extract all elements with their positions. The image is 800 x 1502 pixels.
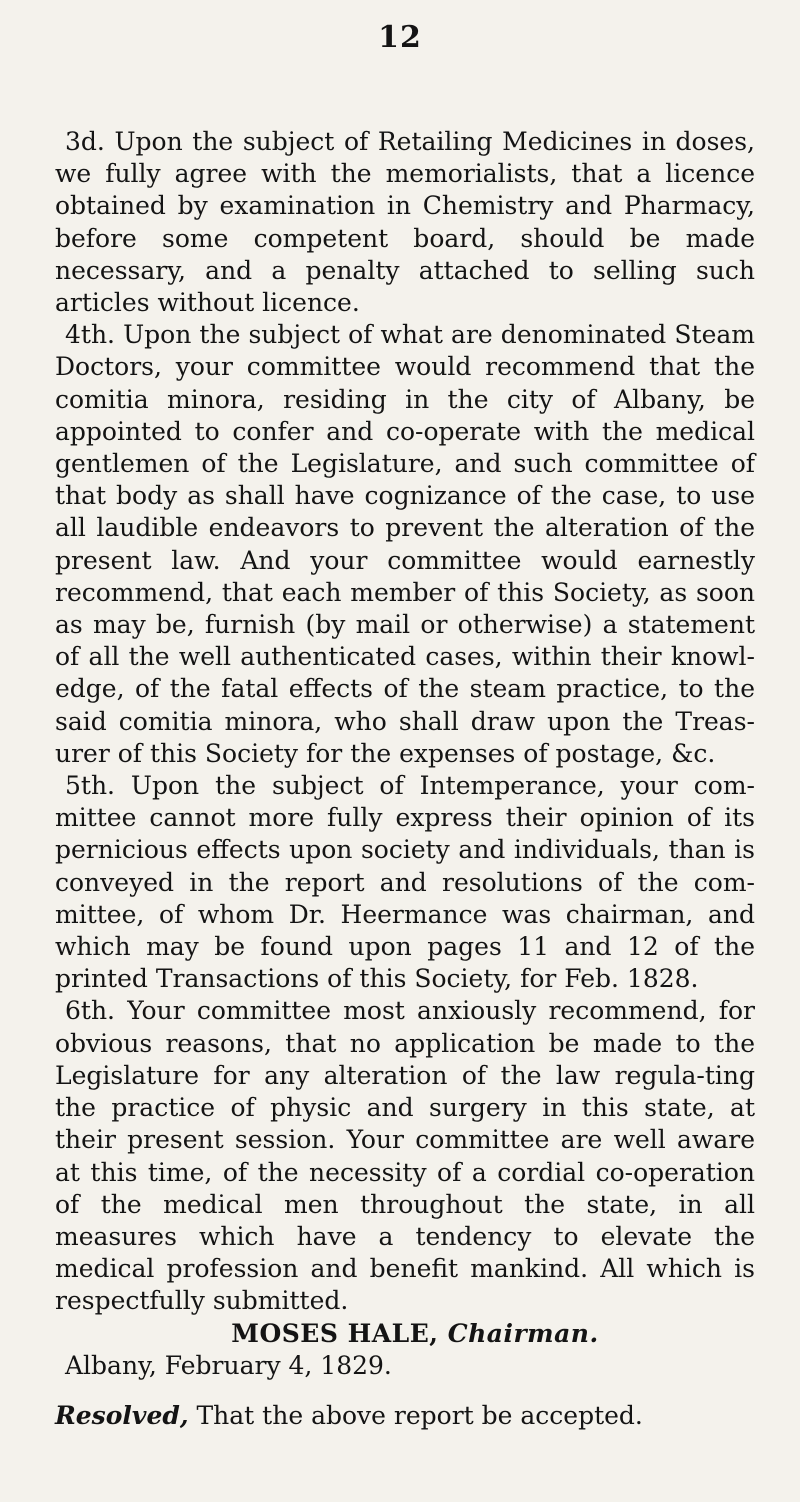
dateline: Albany, February 4, 1829.	[65, 1350, 392, 1380]
signature-line	[55, 1318, 755, 1350]
paragraph-third-retailing-medicines: 3d. Upon the subject of Retailing Medicines in doses, we fully agree with the memorialists, that a licence obtained by examination in Chemistry and Pharmacy, before some competent board, should be made necessary, and a penalty attached to selling such articles without licence.	[55, 127, 755, 318]
signatory-title: Chairman.	[447, 1318, 599, 1348]
resolution-text: That the above report be accepted.	[196, 1400, 643, 1430]
paragraph-fifth-intemperance: 5th. Upon the subject of Intemperance, your com-mittee cannot more fully express their opinion of its pernicious effects upon society and individuals, than is conveyed in the report and resolutions of the com-mittee, of whom Dr. Heermance was chairman, and which may be found upon pages 11 and 12 of the printed Transactions of this Society, for Feb. 1828.	[55, 771, 755, 994]
page-number: 12	[378, 20, 422, 55]
resolution-line	[55, 1400, 755, 1432]
report-body	[55, 126, 755, 1432]
paragraph-fourth-steam-doctors: 4th. Upon the subject of what are denominated Steam Doctors, your committee would recommend that the comitia minora, residing in the city of Albany, be appointed to confer and co-operate with the medical gentlemen of the Legislature, and such committee of that body as shall have cognizance of the case, to use all laudible endeavors to prevent the alteration of the present law. And your committee would earnestly recommend, that each member of this Society, as soon as may be, furnish (by mail or otherwise) a statement of all the well authenticated cases, within their knowl-edge, of the fatal effects of the steam practice, to the said comitia minora, who shall draw upon the Treas-urer of this Society for the expenses of postage, &c.	[55, 320, 755, 768]
signatory-name: MOSES HALE,	[231, 1318, 439, 1348]
paragraph-sixth-legislature: 6th. Your committee most anxiously recommend, for obvious reasons, that no application be made to the Legislature for any alteration of the law regula-ting the practice of physic and surgery in this state, at their present session. Your committee are well aware at this time, of the necessity of a cordial co-operation of the medical men throughout the state, in all measures which have a tendency to elevate the medical profession and benefit mankind. All which is respectfully submitted.	[55, 996, 755, 1316]
resolution-lead: Resolved,	[55, 1400, 189, 1430]
